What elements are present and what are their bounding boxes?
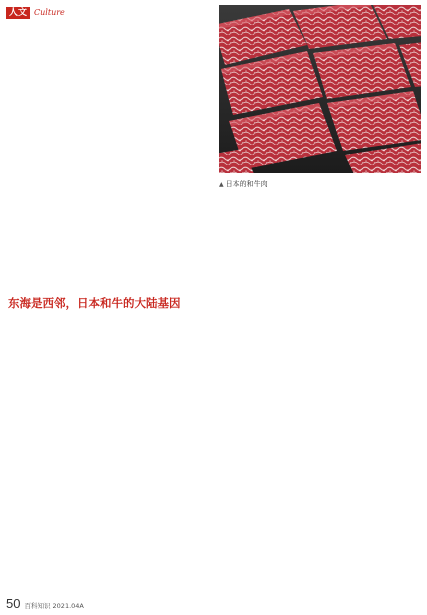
section-label-en: Culture [34, 8, 65, 17]
wagyu-beef-photo [219, 5, 421, 173]
article-column-left [8, 32, 210, 56]
section-badge: 人文 [6, 7, 30, 19]
caption-marker-icon: ▲ [219, 181, 224, 188]
photo-caption-text: 日本的和牛肉 [225, 180, 268, 188]
photo-caption [219, 179, 421, 190]
wagyu-photo-illustration [219, 5, 421, 173]
publication-info: 百科知识 2021.04A [24, 602, 84, 610]
section-header [6, 7, 65, 19]
article-subheading: 东海是西邻，日本和牛的大陆基因 [8, 296, 181, 310]
page-footer [6, 596, 84, 610]
page-number: 50 [6, 596, 21, 611]
